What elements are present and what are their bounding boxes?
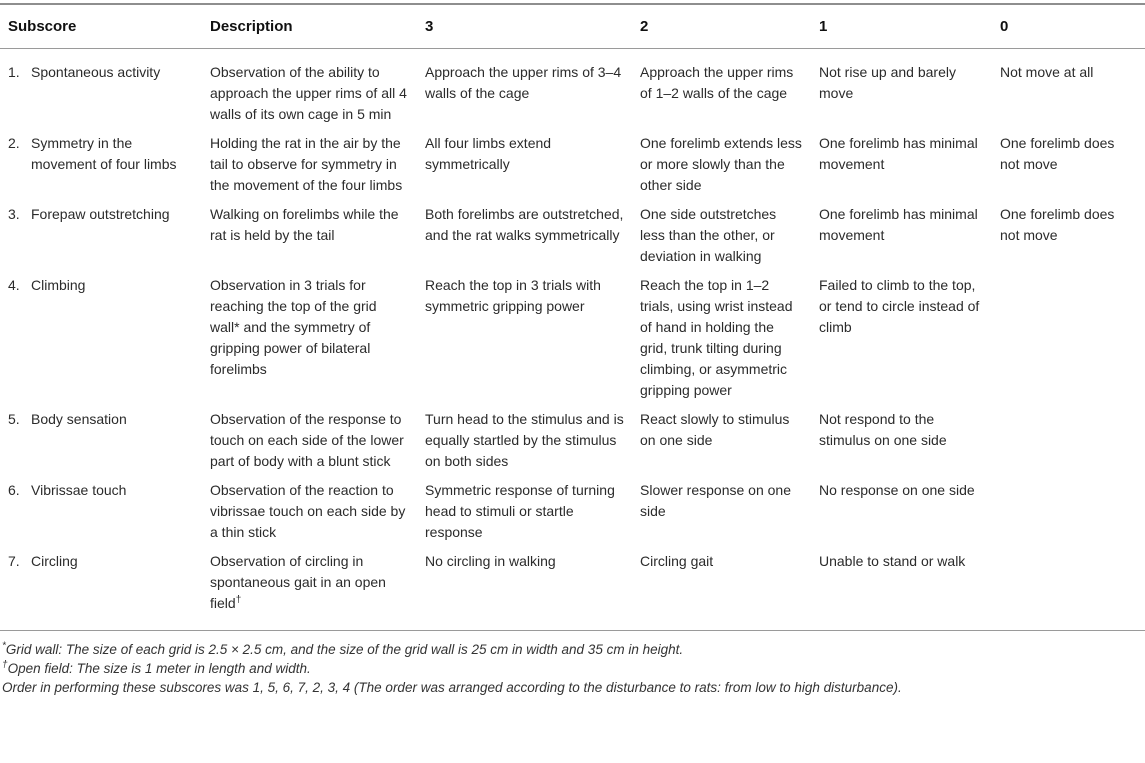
subscore-cell [0,49,210,126]
subscore-label: Forepaw outstretching [31,206,170,222]
description-cell [210,543,425,624]
description-cell [210,267,425,401]
score-1-cell: No response on one side [819,482,975,498]
subscore-label: Circling [31,553,78,569]
subscore-cell [0,401,210,472]
subscore-number: 4. [8,277,20,293]
score-3-cell: No circling in walking [425,553,556,569]
column-header-score-2: 2 [640,4,819,49]
table-row [0,543,1145,624]
score-2-cell: One forelimb extends less or more slowly than the other side [640,135,802,193]
table-row [0,49,1145,126]
score-0-cell [1000,267,1145,401]
score-0-cell: One forelimb does not move [1000,206,1115,243]
description-text: Holding the rat in the air by the tail to observe for symmetry in the movement of the four limbs [210,135,403,193]
table-row [0,125,1145,196]
table-row [0,472,1145,543]
column-header-subscore: Subscore [0,4,210,49]
score-2-cell: Approach the upper rims of 1–2 walls of the cage [640,64,794,101]
description-cell [210,196,425,267]
footnote-text: Grid wall: The size of each grid is 2.5 × 2.5 cm, and the size of the grid wall is 25 cm in width and 35 cm in height. [5,642,684,657]
dagger-footnote-marker: † [235,594,242,606]
dagger-footnote-marker: † [2,659,8,671]
score-3-cell: Symmetric response of turning head to stimuli or startle response [425,482,615,540]
score-3-cell: All four limbs extend symmetrically [425,135,552,172]
footnote-text: Order in performing these subscores was 1, 5, 6, 7, 2, 3, 4 (The order was arranged according to the disturbance to rats: from low to high disturbance). [2,680,902,695]
score-2-cell: Reach the top in 1–2 trials, using wrist instead of hand in holding the grid, trunk tilting during climbing, or asymmetric gripping power [640,277,793,398]
subscore-label: Climbing [31,277,86,293]
score-1-cell: Failed to climb to the top, or tend to circle instead of climb [819,277,980,335]
score-3-cell: Both forelimbs are outstretched, and the rat walks symmetrically [425,206,624,243]
score-2-cell: Slower response on one side [640,482,791,519]
footnotes [0,631,1145,697]
score-2-cell: One side outstretches less than the other, or deviation in walking [640,206,777,264]
score-1-cell: Not respond to the stimulus on one side [819,411,947,448]
description-text: Observation of the response to touch on each side of the lower part of body with a blunt stick [210,411,404,469]
score-3-cell: Turn head to the stimulus and is equally startled by the stimulus on both sides [425,411,624,469]
column-header-score-3: 3 [425,4,640,49]
subscore-number: 6. [8,482,20,498]
column-header-score-1: 1 [819,4,1000,49]
table-row [0,196,1145,267]
subscore-number: 3. [8,206,20,222]
subscore-cell [0,472,210,543]
subscore-table [0,3,1145,624]
score-1-cell: Not rise up and barely move [819,64,956,101]
description-cell [210,125,425,196]
score-2-cell: React slowly to stimulus on one side [640,411,790,448]
description-text: Observation of the reaction to vibrissae touch on each side by a thin stick [210,482,406,540]
footnote-text: Open field: The size is 1 meter in length and width. [7,661,311,676]
description-text: Observation of the ability to approach the upper rims of all 4 walls of its own cage in 5 min [210,64,407,122]
score-0-cell [1000,472,1145,543]
subscore-number: 2. [8,135,20,151]
subscore-number: 7. [8,553,20,569]
footnote-order [2,678,1145,697]
score-1-cell: Unable to stand or walk [819,553,966,569]
score-2-cell: Circling gait [640,553,714,569]
score-0-cell [1000,543,1145,624]
score-1-cell: One forelimb has minimal movement [819,206,978,243]
table-row [0,267,1145,401]
score-3-cell: Reach the top in 3 trials with symmetric gripping power [425,277,601,314]
score-0-cell: Not move at all [1000,64,1094,80]
subscore-cell [0,267,210,401]
footnote-open-field [2,659,1145,678]
description-text: Observation of circling in spontaneous gait in an open field [210,553,386,611]
description-cell [210,472,425,543]
subscore-label: Body sensation [31,411,127,427]
description-cell [210,49,425,126]
subscore-number: 1. [8,64,20,80]
description-text: Observation in 3 trials for reaching the top of the grid wall* and the symmetry of gripping power of bilateral forelimbs [210,277,377,377]
description-cell [210,401,425,472]
column-header-description: Description [210,4,425,49]
asterisk-footnote-marker: * [2,640,6,652]
score-3-cell: Approach the upper rims of 3–4 walls of the cage [425,64,622,101]
column-header-score-0: 0 [1000,4,1145,49]
footnote-grid-wall [2,640,1145,659]
table-row [0,401,1145,472]
subscore-cell [0,196,210,267]
subscore-label: Spontaneous activity [31,64,161,80]
description-text: Walking on forelimbs while the rat is held by the tail [210,206,399,243]
subscore-label: Vibrissae touch [31,482,127,498]
subscore-label: Symmetry in the movement of four limbs [31,135,177,172]
table-header-row [0,4,1145,49]
score-0-cell [1000,401,1145,472]
subscore-number: 5. [8,411,20,427]
score-1-cell: One forelimb has minimal movement [819,135,978,172]
subscore-cell [0,543,210,624]
subscore-cell [0,125,210,196]
score-0-cell: One forelimb does not move [1000,135,1115,172]
